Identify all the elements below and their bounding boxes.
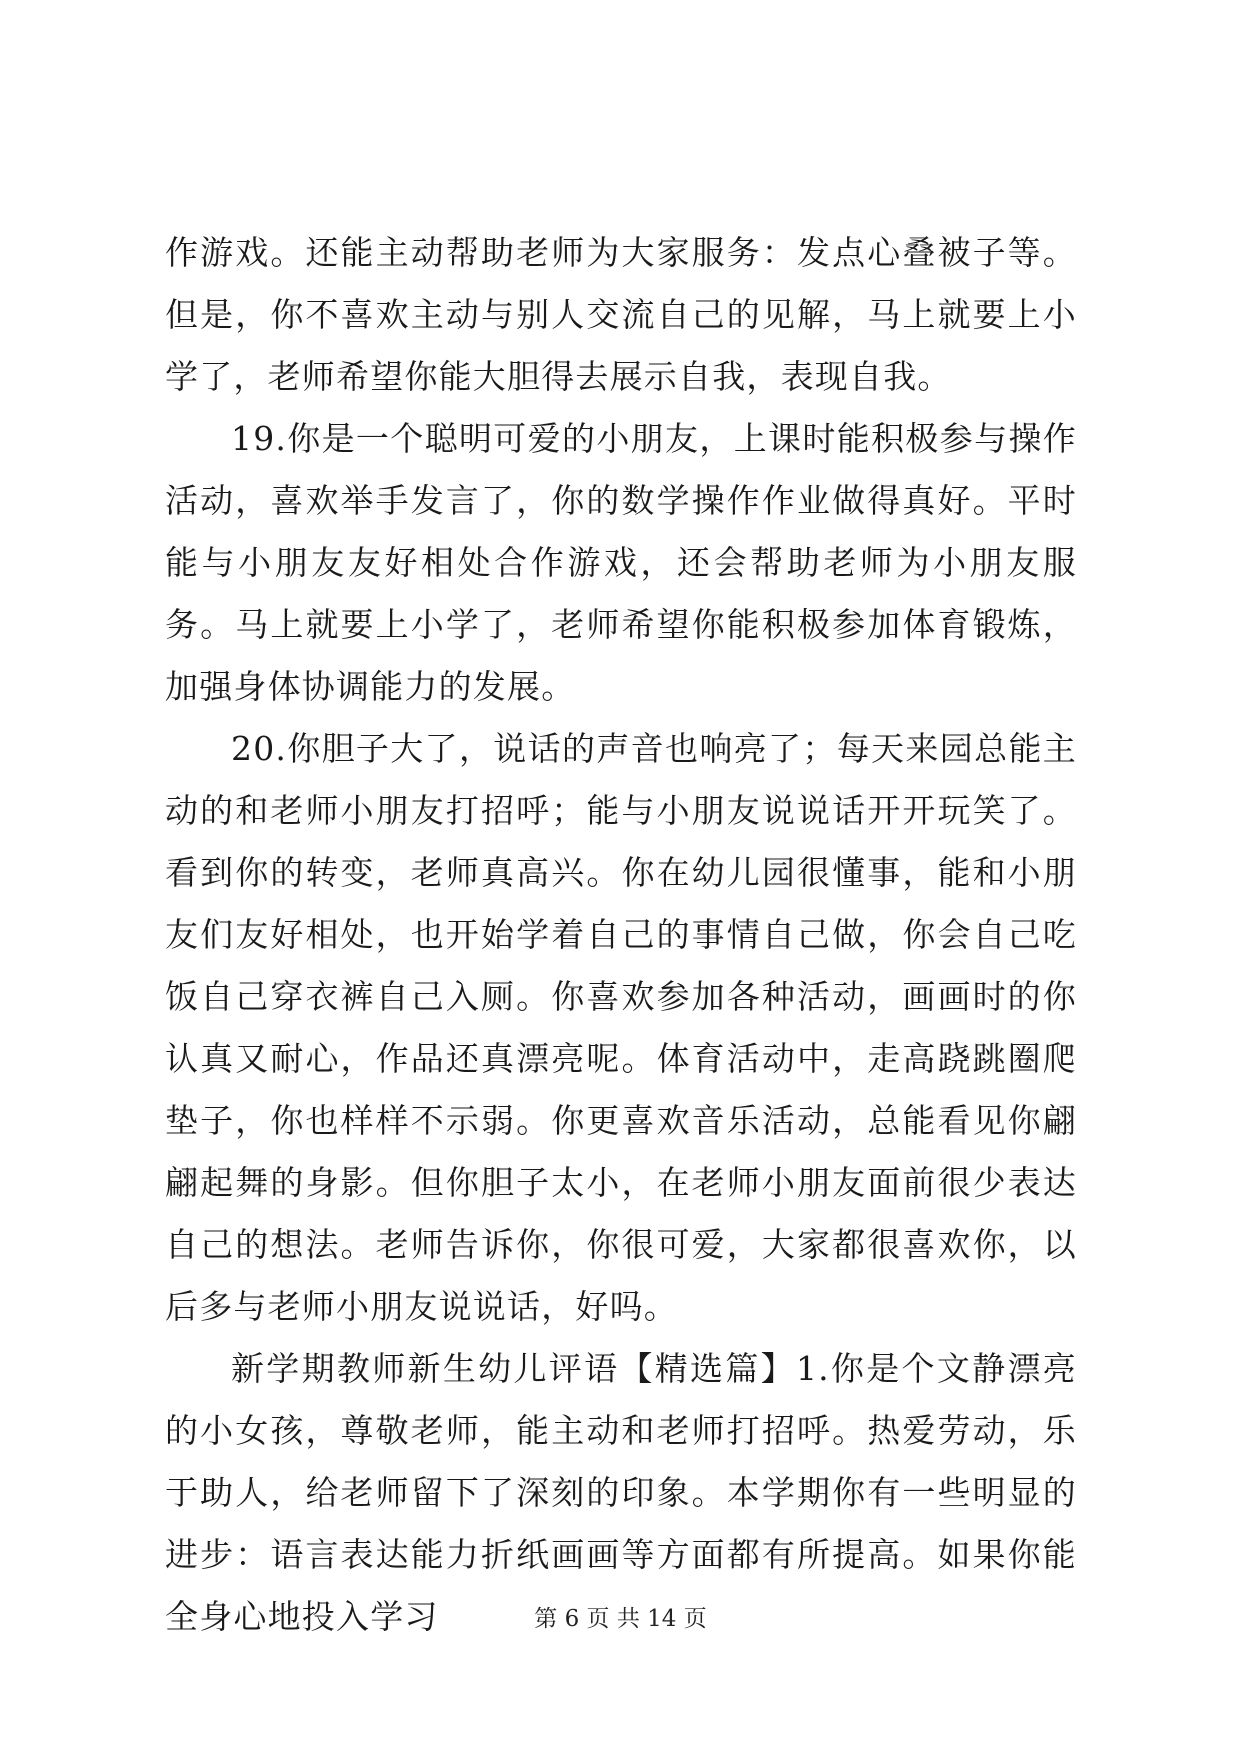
document-body bbox=[165, 222, 1077, 1648]
paragraph-continuation: 作游戏。还能主动帮助老师为大家服务：发点心叠被子等。但是，你不喜欢主动与别人交流自己的见解，马上就要上小学了，老师希望你能大胆得去展示自我，表现自我。 bbox=[165, 233, 1077, 396]
paragraph-section-heading: 新学期教师新生幼儿评语【精选篇】1.你是个文静漂亮的小女孩，尊敬老师，能主动和老师打招呼。热爱劳动，乐于助人，给老师留下了深刻的印象。本学期你有一些明显的进步：语言表达能力折纸画画等方面都有所提高。如果你能全身心地投入学习 bbox=[165, 1349, 1077, 1636]
paragraph-item-20: 20.你胆子大了，说话的声音也响亮了；每天来园总能主动的和老师小朋友打招呼；能与小朋友说说话开开玩笑了。看到你的转变，老师真高兴。你在幼儿园很懂事，能和小朋友们友好相处，也开始学着自己的事情自己做，你会自己吃饭自己穿衣裤自己入厕。你喜欢参加各种活动，画画时的你认真又耐心，作品还真漂亮呢。体育活动中，走高跷跳圈爬垫子，你也样样不示弱。你更喜欢音乐活动，总能看见你翩翩起舞的身影。但你胆子太小，在老师小朋友面前很少表达自己的想法。老师告诉你，你很可爱，大家都很喜欢你，以后多与老师小朋友说说话，好吗。 bbox=[165, 729, 1077, 1326]
paragraph-item-19: 19.你是一个聪明可爱的小朋友，上课时能积极参与操作活动，喜欢举手发言了，你的数学操作作业做得真好。平时能与小朋友友好相处合作游戏，还会帮助老师为小朋友服务。马上就要上小学了，老师希望你能积极参加体育锻炼，加强身体协调能力的发展。 bbox=[165, 419, 1077, 706]
page-footer: 第 6 页 共 14 页 bbox=[534, 1606, 707, 1632]
